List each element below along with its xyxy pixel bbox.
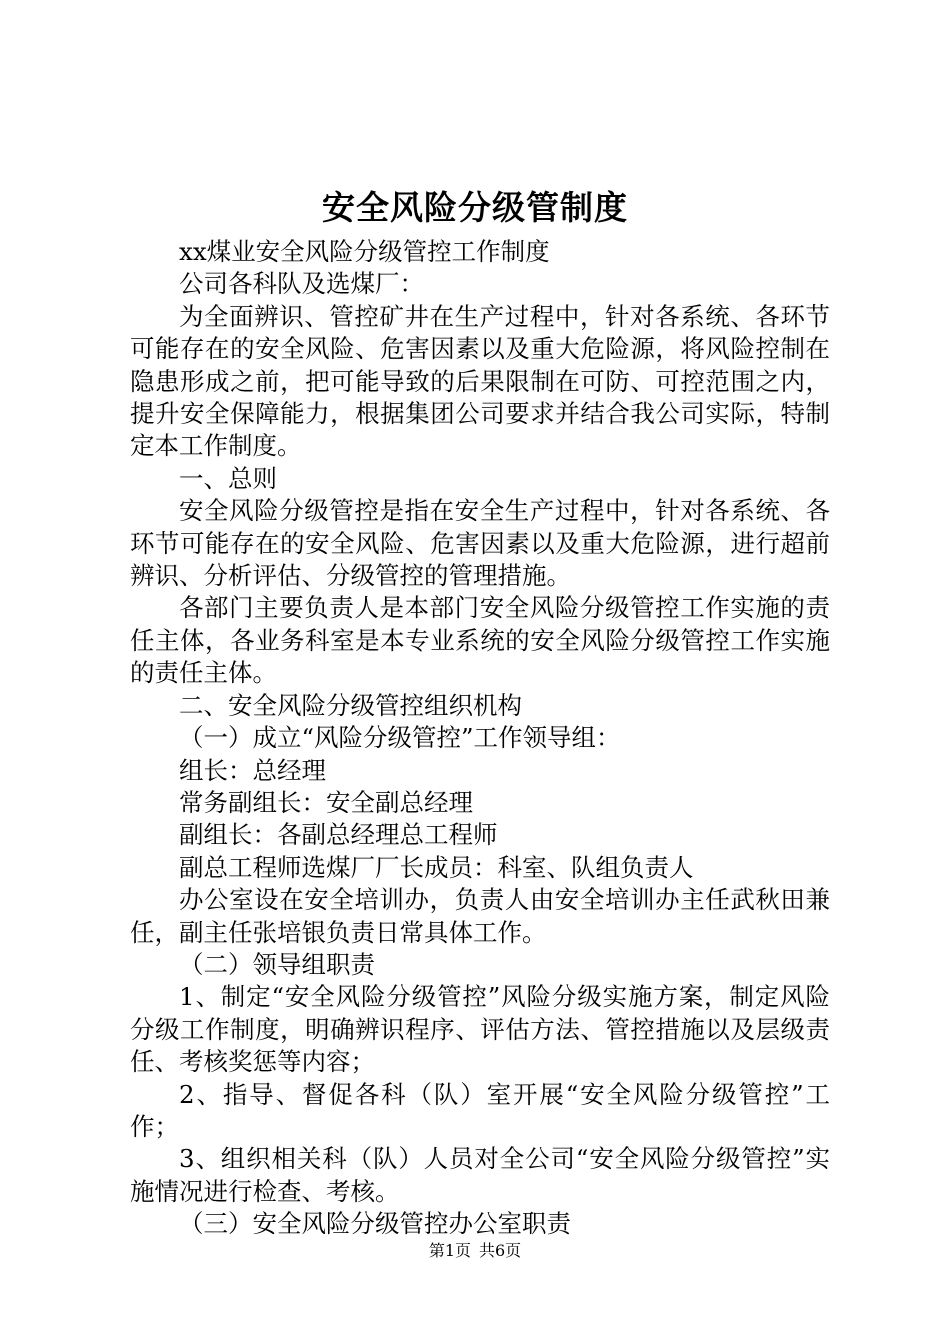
subsection-heading: （二）领导组职责 xyxy=(179,949,375,979)
paragraph: 为全面辨识、管控矿井在生产过程中，针对各系统、各环节可能存在的安全风险、危害因素以及重大危险源，将风险控制在隐患形成之前，把可能导致的后果限制在可防、可控范围之内，提升安全保障能力，根据集团公司要求并结合我公司实际，特制定本工作制度。 xyxy=(130,301,830,461)
paragraph: 各部门主要负责人是本部门安全风险分级管控工作实施的责任主体，各业务科室是本专业系统的安全风险分级管控工作实施的责任主体。 xyxy=(130,593,830,688)
paragraph: 3、组织相关科（队）人员对全公司“安全风险分级管控”实施情况进行检查、考核。 xyxy=(130,1144,830,1206)
section-heading: 二、安全风险分级管控组织机构 xyxy=(179,690,522,720)
paragraph: 办公室设在安全培训办，负责人由安全培训办主任武秋田兼任，副主任张培银负责日常具体工作。 xyxy=(130,885,830,947)
page-footer xyxy=(0,1240,950,1262)
paragraph: 副总工程师选煤厂厂长成员：科室、队组负责人 xyxy=(179,852,694,882)
paragraph: 公司各科队及选煤厂： xyxy=(179,269,424,299)
document-body xyxy=(130,236,830,1241)
paragraph: 组长：总经理 xyxy=(179,755,326,785)
paragraph: 1、制定“安全风险分级管控”风险分级实施方案，制定风险分级工作制度，明确辨识程序、评估方法、管控措施以及层级责任、考核奖惩等内容； xyxy=(130,982,830,1077)
subsection-heading: （一）成立“风险分级管控”工作领导组： xyxy=(179,723,621,753)
paragraph: 常务副组长：安全副总经理 xyxy=(179,787,473,817)
paragraph: xx煤业安全风险分级管控工作制度 xyxy=(179,237,550,266)
paragraph: 安全风险分级管控是指在安全生产过程中，针对各系统、各环节可能存在的安全风险、危害因素以及重大危险源，进行超前辨识、分析评估、分级管控的管理措施。 xyxy=(130,496,830,591)
page-total: 共6页 xyxy=(479,1241,522,1260)
document-title: 安全风险分级管制度 xyxy=(322,188,628,227)
page-number: 第1页 xyxy=(428,1241,471,1260)
section-heading: 一、总则 xyxy=(179,463,277,493)
paragraph: 副组长：各副总经理总工程师 xyxy=(179,820,498,850)
paragraph: 2、指导、督促各科（队）室开展“安全风险分级管控”工作； xyxy=(130,1079,830,1141)
subsection-heading: （三）安全风险分级管控办公室职责 xyxy=(179,1209,571,1239)
